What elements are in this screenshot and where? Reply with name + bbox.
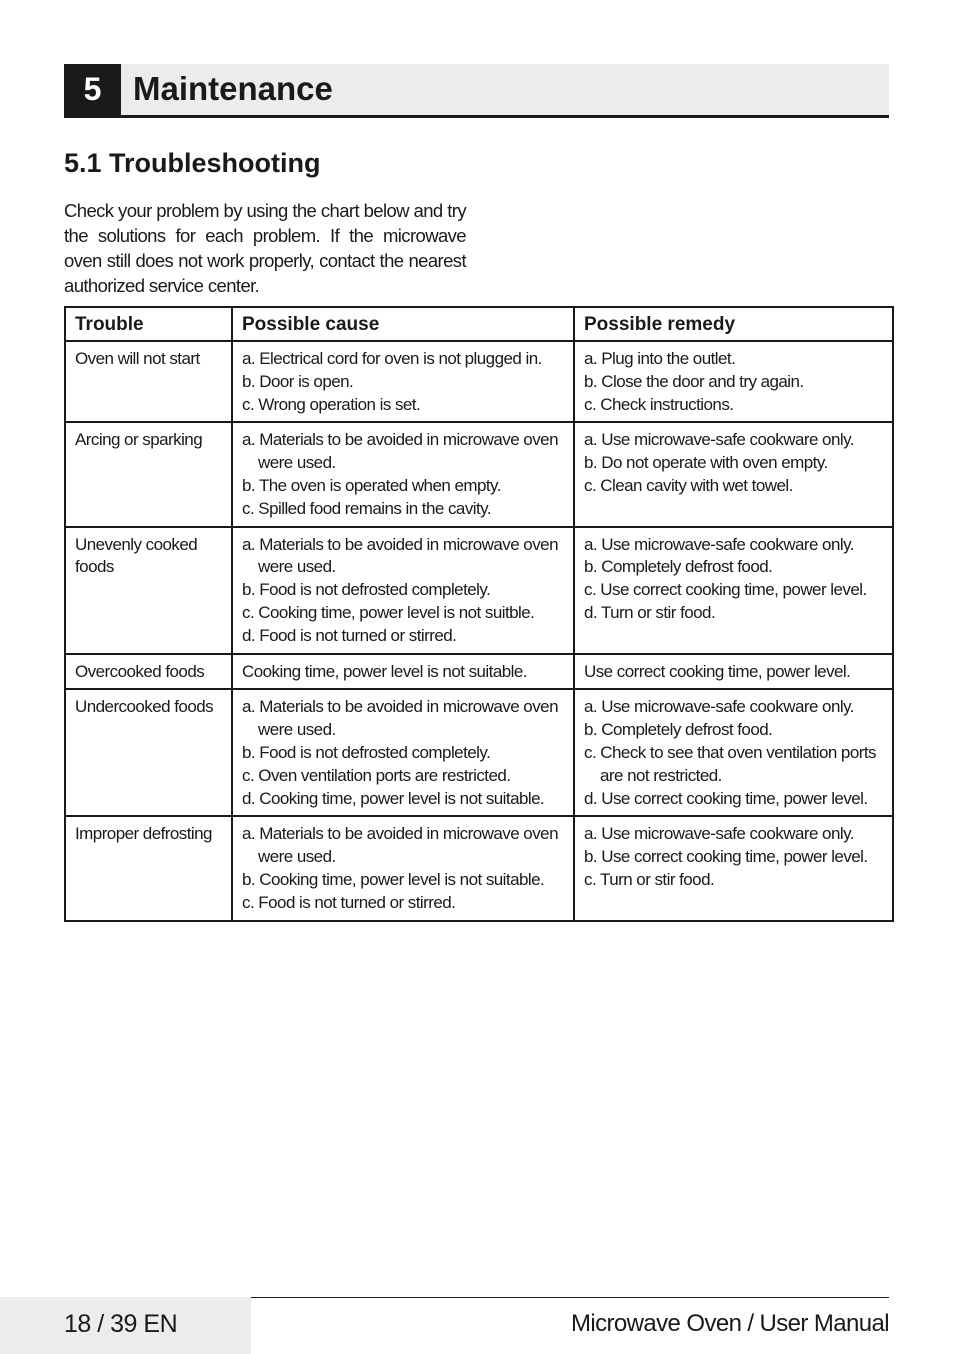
- intro-paragraph: Check your problem by using the chart below and try the solutions for each problem. If the microwave oven still does not work properly, contact the nearest authorized service center.: [64, 200, 466, 296]
- cause-item: b. Food is not defrosted completely.: [242, 742, 491, 762]
- cause-item: d. Cooking time, power level is not suitable.: [242, 788, 545, 808]
- footer-divider: [251, 1297, 889, 1298]
- trouble-cell: [65, 816, 232, 920]
- cause-item: a. Materials to be avoided in microwave oven: [242, 824, 558, 844]
- cause-cell: [232, 527, 574, 654]
- cause-item: were used.: [258, 847, 336, 867]
- cause-item: a. Materials to be avoided in microwave oven: [242, 534, 558, 554]
- trouble-text: Unevenly cooked: [75, 534, 198, 554]
- trouble-cell: [65, 689, 232, 816]
- chapter-title: Maintenance: [133, 70, 333, 107]
- remedy-item: a. Use microwave-safe cookware only.: [584, 430, 854, 450]
- remedy-item: d. Use correct cooking time, power level.: [584, 788, 868, 808]
- remedy-cell: [574, 816, 893, 920]
- remedy-item: a. Use microwave-safe cookware only.: [584, 534, 854, 554]
- cause-cell: [232, 816, 574, 920]
- trouble-text: Undercooked foods: [75, 697, 214, 717]
- trouble-text: Improper defrosting: [75, 824, 212, 844]
- remedy-cell: [574, 689, 893, 816]
- cause-item: were used.: [258, 453, 336, 473]
- table-header-row: [65, 307, 893, 341]
- remedy-item: c. Check to see that oven ventilation ports: [584, 742, 876, 762]
- table-body: [65, 341, 893, 921]
- remedy-item: a. Plug into the outlet.: [584, 349, 736, 368]
- remedy-item: b. Use correct cooking time, power level.: [584, 847, 868, 867]
- trouble-text: Overcooked foods: [75, 661, 205, 681]
- remedy-item: Use correct cooking time, power level.: [584, 661, 851, 681]
- remedy-cell: [574, 422, 893, 526]
- cause-item: b. Food is not defrosted completely.: [242, 580, 491, 600]
- cause-item: c. Spilled food remains in the cavity.: [242, 498, 492, 518]
- cause-item: b. Door is open.: [242, 371, 354, 391]
- remedy-item: c. Use correct cooking time, power level.: [584, 580, 867, 600]
- remedy-cell: [574, 654, 893, 690]
- cause-item: d. Food is not turned or stirred.: [242, 625, 457, 645]
- trouble-cell: [65, 654, 232, 690]
- cause-cell: [232, 689, 574, 816]
- manual-title: Microwave Oven / User Manual: [571, 1310, 889, 1337]
- page-number: 18 / 39 EN: [64, 1310, 178, 1338]
- remedy-item: d. Turn or stir food.: [584, 602, 716, 622]
- table-row: [65, 689, 893, 816]
- header-possible-remedy: Possible remedy: [574, 307, 893, 341]
- cause-item: b. Cooking time, power level is not suitable.: [242, 869, 545, 889]
- trouble-text: Arcing or sparking: [75, 430, 203, 450]
- cause-item: c. Food is not turned or stirred.: [242, 892, 456, 912]
- chapter-header: [64, 64, 889, 118]
- table-row: [65, 654, 893, 690]
- table-row: [65, 816, 893, 920]
- cause-item: c. Oven ventilation ports are restricted.: [242, 765, 511, 785]
- cause-item: c. Cooking time, power level is not suitble.: [242, 602, 535, 622]
- remedy-item: b. Completely defrost food.: [584, 557, 773, 577]
- header-possible-cause: Possible cause: [232, 307, 574, 341]
- cause-item: b. The oven is operated when empty.: [242, 475, 501, 495]
- cause-item: a. Materials to be avoided in microwave oven: [242, 430, 558, 450]
- section-title: 5.1 Troubleshooting: [64, 148, 321, 178]
- remedy-item: c. Check instructions.: [584, 394, 734, 414]
- table-row: [65, 341, 893, 422]
- cause-cell: [232, 341, 574, 422]
- chapter-number: 5: [64, 64, 121, 115]
- trouble-cell: [65, 341, 232, 422]
- remedy-cell: [574, 341, 893, 422]
- trouble-text: Oven will not start: [75, 349, 200, 368]
- cause-item: Cooking time, power level is not suitable.: [242, 661, 527, 681]
- cause-item: c. Wrong operation is set.: [242, 394, 421, 414]
- cause-item: were used.: [258, 720, 336, 740]
- trouble-cell: [65, 422, 232, 526]
- header-trouble: Trouble: [65, 307, 232, 341]
- troubleshooting-table: [64, 306, 894, 922]
- remedy-item: b. Do not operate with oven empty.: [584, 453, 828, 473]
- table-row: [65, 422, 893, 526]
- cause-item: a. Materials to be avoided in microwave oven: [242, 697, 558, 717]
- remedy-item: b. Close the door and try again.: [584, 371, 804, 391]
- remedy-item: c. Clean cavity with wet towel.: [584, 475, 793, 495]
- remedy-item: are not restricted.: [600, 765, 722, 785]
- cause-cell: [232, 654, 574, 690]
- remedy-cell: [574, 527, 893, 654]
- table-row: [65, 527, 893, 654]
- cause-cell: [232, 422, 574, 526]
- trouble-cell: [65, 527, 232, 654]
- remedy-item: a. Use microwave-safe cookware only.: [584, 824, 854, 844]
- trouble-text: foods: [75, 557, 114, 577]
- remedy-item: a. Use microwave-safe cookware only.: [584, 697, 854, 717]
- remedy-item: c. Turn or stir food.: [584, 869, 715, 889]
- cause-item: were used.: [258, 557, 336, 577]
- remedy-item: b. Completely defrost food.: [584, 720, 773, 740]
- cause-item: a. Electrical cord for oven is not plugged in.: [242, 349, 542, 368]
